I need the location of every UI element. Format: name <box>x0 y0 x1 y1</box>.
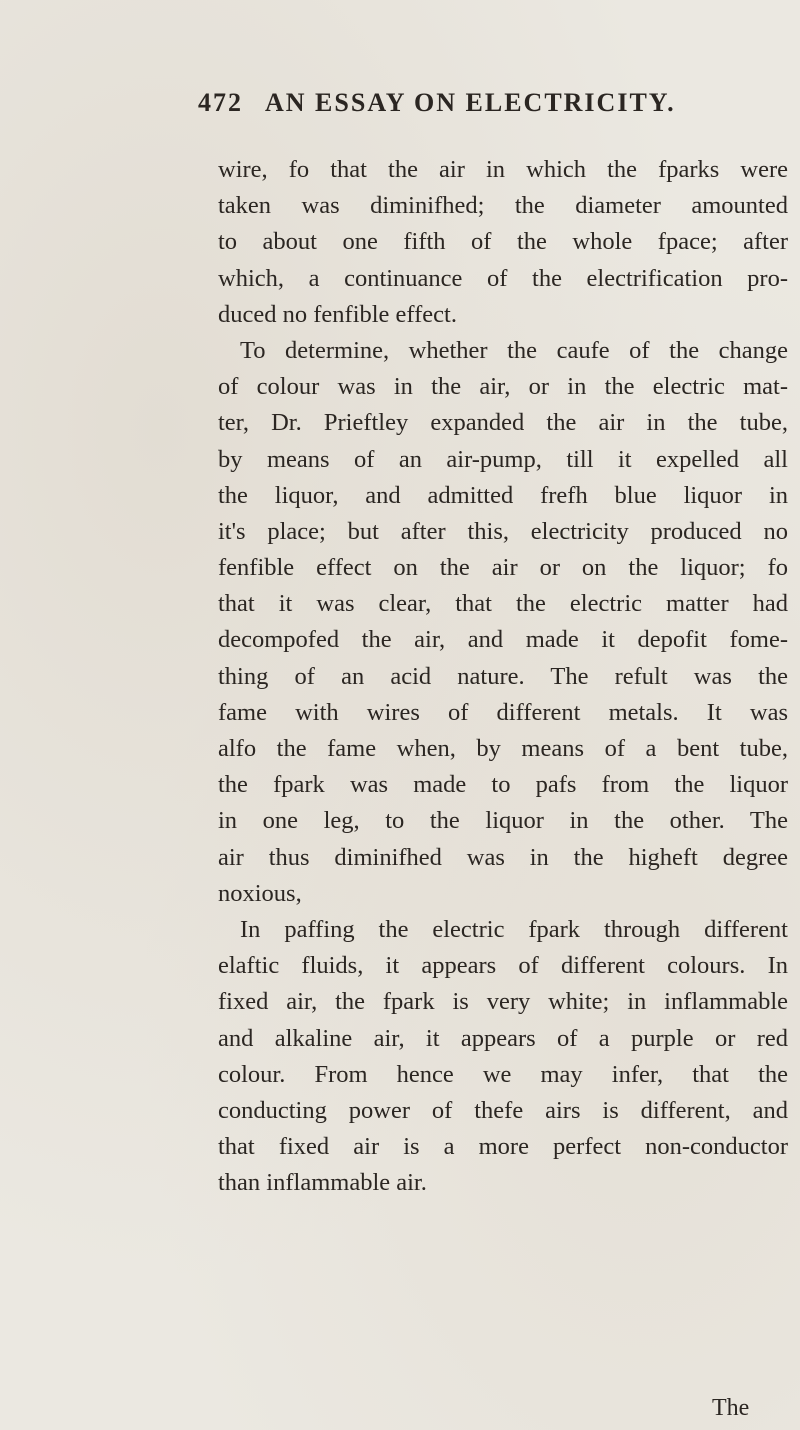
text-line: thing of an acid nature. The refult was the <box>218 662 788 690</box>
text-line: fixed air, the fpark is very white; in inflammable <box>218 988 788 1016</box>
text-line: ter, Dr. Prieftley expanded the air in the tube, <box>218 409 788 437</box>
catchword: The <box>712 1395 750 1421</box>
text-line: colour. From hence we may infer, that the <box>218 1060 788 1088</box>
text-line: fame with wires of different metals. It was <box>218 698 788 726</box>
text-line: In paffing the electric fpark through different <box>240 915 788 943</box>
text-line: taken was diminifhed; the diameter amounted <box>218 192 788 220</box>
text-line: duced no fenfible effect. <box>218 300 457 328</box>
text-line: in one leg, to the liquor in the other. The <box>218 807 788 835</box>
text-line: it's place; but after this, electricity produced no <box>218 517 788 545</box>
page-number: 472 <box>198 88 243 117</box>
text-line: noxious, <box>218 879 302 907</box>
running-title: AN ESSAY ON ELECTRICITY. <box>265 88 676 117</box>
running-header <box>198 88 676 118</box>
text-line: decompofed the air, and made it depofit fome- <box>218 626 788 654</box>
text-line: alfo the fame when, by means of a bent tube, <box>218 735 788 762</box>
text-line: to about one fifth of the whole fpace; after <box>218 228 788 256</box>
text-line: fenfible effect on the air or on the liquor; fo <box>218 554 788 582</box>
body-text <box>218 152 788 1201</box>
text-line: by means of an air-pump, till it expelled all <box>218 445 788 473</box>
text-line: the fpark was made to pafs from the liquor <box>218 771 788 799</box>
text-line: that it was clear, that the electric matter had <box>218 590 788 618</box>
text-line: To determine, whether the caufe of the change <box>240 336 788 364</box>
text-line: air thus diminifhed was in the higheft degree <box>218 843 788 871</box>
text-line: wire, fo that the air in which the fparks were <box>218 156 788 183</box>
text-line: the liquor, and admitted frefh blue liquor in <box>218 481 788 509</box>
text-line: conducting power of thefe airs is different, and <box>218 1096 788 1124</box>
text-line: and alkaline air, it appears of a purple or red <box>218 1024 788 1052</box>
text-line: elaftic fluids, it appears of different colours. In <box>218 952 788 980</box>
text-line: of colour was in the air, or in the electric mat- <box>218 373 788 401</box>
text-line: than inflammable air. <box>218 1169 427 1197</box>
text-line: that fixed air is a more perfect non-conductor <box>218 1133 788 1161</box>
text-line: which, a continuance of the electrification pro- <box>218 264 788 292</box>
